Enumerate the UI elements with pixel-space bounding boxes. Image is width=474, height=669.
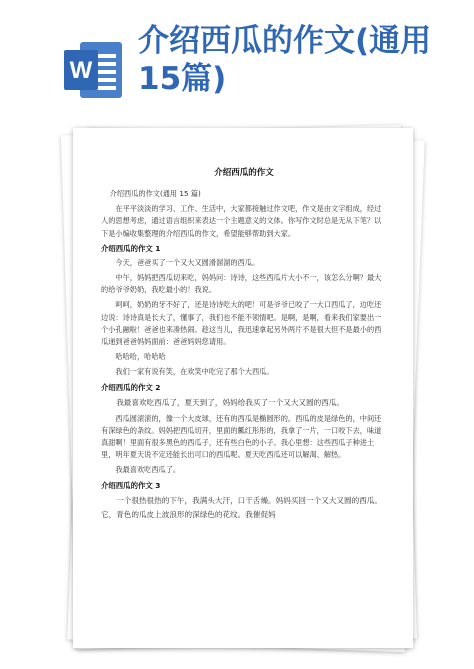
intro-paragraph: 在平平淡淡的学习、工作、生活中，大家都接触过作文吧，作文是由文字组成，经过人的思想考虑，通过语言组织来表达一个主题意义的文体。你写作文时总是无从下笔？以下是小编收集整理的介绍西瓜的作文，希望能够帮助到大家。	[101, 204, 382, 238]
document-title: 介绍西瓜的作文	[214, 168, 274, 178]
paragraph: 中午，妈妈把西瓜切来吃，妈妈问：诗诗，这些西瓜片大小不一，该怎么分啊？最大的给爷爷奶奶，我吃最小的！我说。	[101, 273, 382, 295]
document-subtitle: 介绍西瓜的作文(通用 15 篇)	[109, 189, 201, 198]
section-heading: 介绍西瓜的作文 3	[101, 480, 161, 490]
paragraph: 今天，爸爸买了一个又大又圆滑溜溜的西瓜。	[115, 257, 260, 267]
page-title: 介绍西瓜的作文(通用15篇)	[138, 23, 432, 97]
paragraph: 我们一家有说有笑，在欢笑中吃完了那个大西瓜。	[115, 367, 274, 377]
word-document-icon	[62, 38, 126, 102]
document-preview	[67, 128, 413, 648]
paragraph: 一个很热很热的下午，我满头大汗，口干舌燥。妈妈买回一个又大又圆的西瓜。 它，青色的瓜皮上波浪形的深绿色的花纹。我催促妈	[101, 495, 386, 519]
paragraph: 我最喜欢吃西瓜了，夏天到了，妈妈给我买了一个又大又圆的西瓜。	[116, 397, 344, 407]
paragraph: 呵呵，奶奶的牙不好了，还是诗诗吃大的吧！可是爷爷已咬了一大口西瓜了，边吃还边说：诗诗真是长大了，懂事了，我们也不能不领情吧。是啊，是啊，看来我们家要出一个小孔融啦！爸爸也来凑热闹。趁这当儿，我迅速拿起另外两片不是很大但不是最小的西瓜递到爸爸妈妈面前：爸爸妈妈您请用。	[101, 300, 382, 347]
paragraph: 西瓜圆滚滚的，像一个大皮球，还有的西瓜是椭圆形的。西瓜的皮是绿色的，中间还有深绿色的条纹。妈妈把西瓜切开，里面的瓤红彤彤的，我拿了一片，一口咬下去，味道真甜啊！里面有很多黑色的西瓜子，还有些白色的小子。我心里想：这些西瓜子种进土里，明年夏天说不定还能长出可口的西瓜呢。夏天吃西瓜还可以解渴、解热。	[101, 413, 382, 460]
section-heading: 介绍西瓜的作文 1	[101, 243, 161, 253]
header	[0, 0, 474, 120]
paragraph: 哈哈哈，哈哈哈	[115, 352, 166, 362]
svg-text:W: W	[69, 57, 93, 84]
paragraph: 我最喜欢吃西瓜了。	[115, 465, 181, 475]
document-page	[73, 128, 413, 648]
section-heading: 介绍西瓜的作文 2	[101, 382, 161, 392]
